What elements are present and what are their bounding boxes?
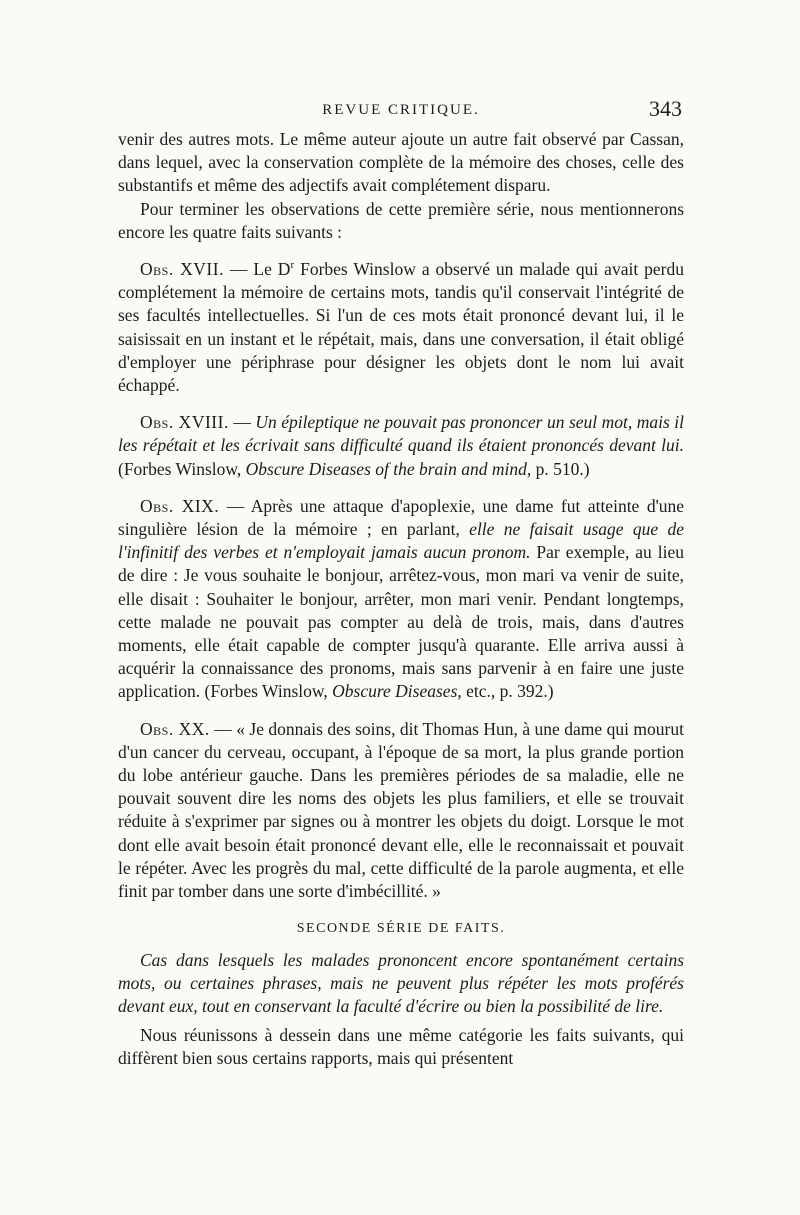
section-heading: SECONDE SÉRIE DE FAITS. [296,921,506,937]
observation-label: Obs. XVIII. [140,412,229,433]
observation-text: Forbes Winslow a observé un malade qui avait perdu complétement la mémoire de certains mots, tandis qu'il conservait l'intégrité de ses facultés intellectuelles. Si l'un de ces mots était prononcé devant lui, il le saisissait en un instant et le répétait, mais, dans une conversation, il était obligé d'employer une périphrase pour désigner les objets dont le nom lui avait échappé. [118,259,684,396]
observation-dash: — [228,412,256,433]
observation-italic-text: Un épileptique ne pouvait pas prononcer un seul mot, mais il les répétait et les écrivait sans difficulté quand ils étaient prononcés devant lui. [118,412,685,456]
observation-label: Obs. XIX. [140,495,220,516]
reference-text: , p. 510.) [526,458,590,479]
observation-xx [118,718,684,904]
paragraph-intro-first-series: Pour terminer les observations de cette première série, nous mentionnerons encore les quatre faits suivants : [118,198,684,242]
observation-text: Par exemple, au lieu de dire : Je vous souhaite le bonjour, arrêtez-vous, mon mari va venir de suite, elle disait : Souhaiter le bonjour, arrêter, mon mari venir. Pendant longtemps, cette malade ne pouvait pas compter au delà de trois, mais, dans d'autres moments, elle était capable de compter jusqu'à quarante. Elle arriva aussi à acquérir la connaissance des pronoms, mais sans parvenir à en faire une juste application. (Forbes Winslow, [118,542,684,702]
observation-text: — « Je donnais des soins, dit Thomas Hun, à une dame qui mourut d'un cancer du cerveau, occupant, à l'époque de sa mort, la plus grande portion du lobe antérieur gauche. Dans les premières périodes de sa maladie, elle ne pouvait souvent dire les noms des objets les plus familiers, et elle se trouvait réduite à s'exprimer par signes ou à montrer les objets du doigt. Lorsque le mot dont elle avait besoin était prononcé devant elle, elle le reconnaissait et pouvait le répéter. Avec les progrès du mal, cette difficulté de la parole augmenta, et elle finit par tomber dans une sorte d'imbécillité. » [118,718,684,902]
observation-xvii [118,258,684,397]
observation-text: — Le D [223,259,291,280]
observation-label: Obs. XX. [140,718,210,739]
observation-label: Obs. XVII. [140,259,224,280]
observation-text: — Après une attaque d'apoplexie, une dame fut atteinte d'une singulière lésion de la mémoire ; en parlant, [118,495,685,540]
reference-title: Obscure Diseases of the brain and mind [245,458,527,479]
superscript: r [290,259,295,272]
reference-text: , etc., p. 392.) [457,681,554,702]
section-intro: Cas dans lesquels les malades prononcent encore spontanément certains mots, ou certaines phrases, mais ne peuvent plus répéter les mots proférés devant eux, tout en conservant la faculté d'écrire ou bien la possibilité de lire. [118,949,684,1016]
reference-title: Obscure Diseases [332,681,458,702]
paragraph-continuation: venir des autres mots. Le même auteur ajoute un autre fait observé par Cassan, dans lequel, avec la conservation complète de la mémoire des choses, celle des substantifs et même des adjectifs avait complétement disparu. [118,129,684,196]
page-number: 343 [649,96,682,121]
body-text [118,128,684,1071]
observation-italic-text: elle ne faisait usage que de l'infinitif des verbes et n'employait jamais aucun pronom. [118,519,684,563]
running-header [118,98,684,124]
paragraph-final: Nous réunissons à dessein dans une même catégorie les faits suivants, qui diffèrent bien sous certains rapports, mais qui présentent [118,1025,684,1069]
running-title: REVUE CRITIQUE. [322,102,480,118]
observation-xix [118,495,684,704]
reference-text: (Forbes Winslow, [118,458,246,479]
observation-xviii [118,411,684,481]
